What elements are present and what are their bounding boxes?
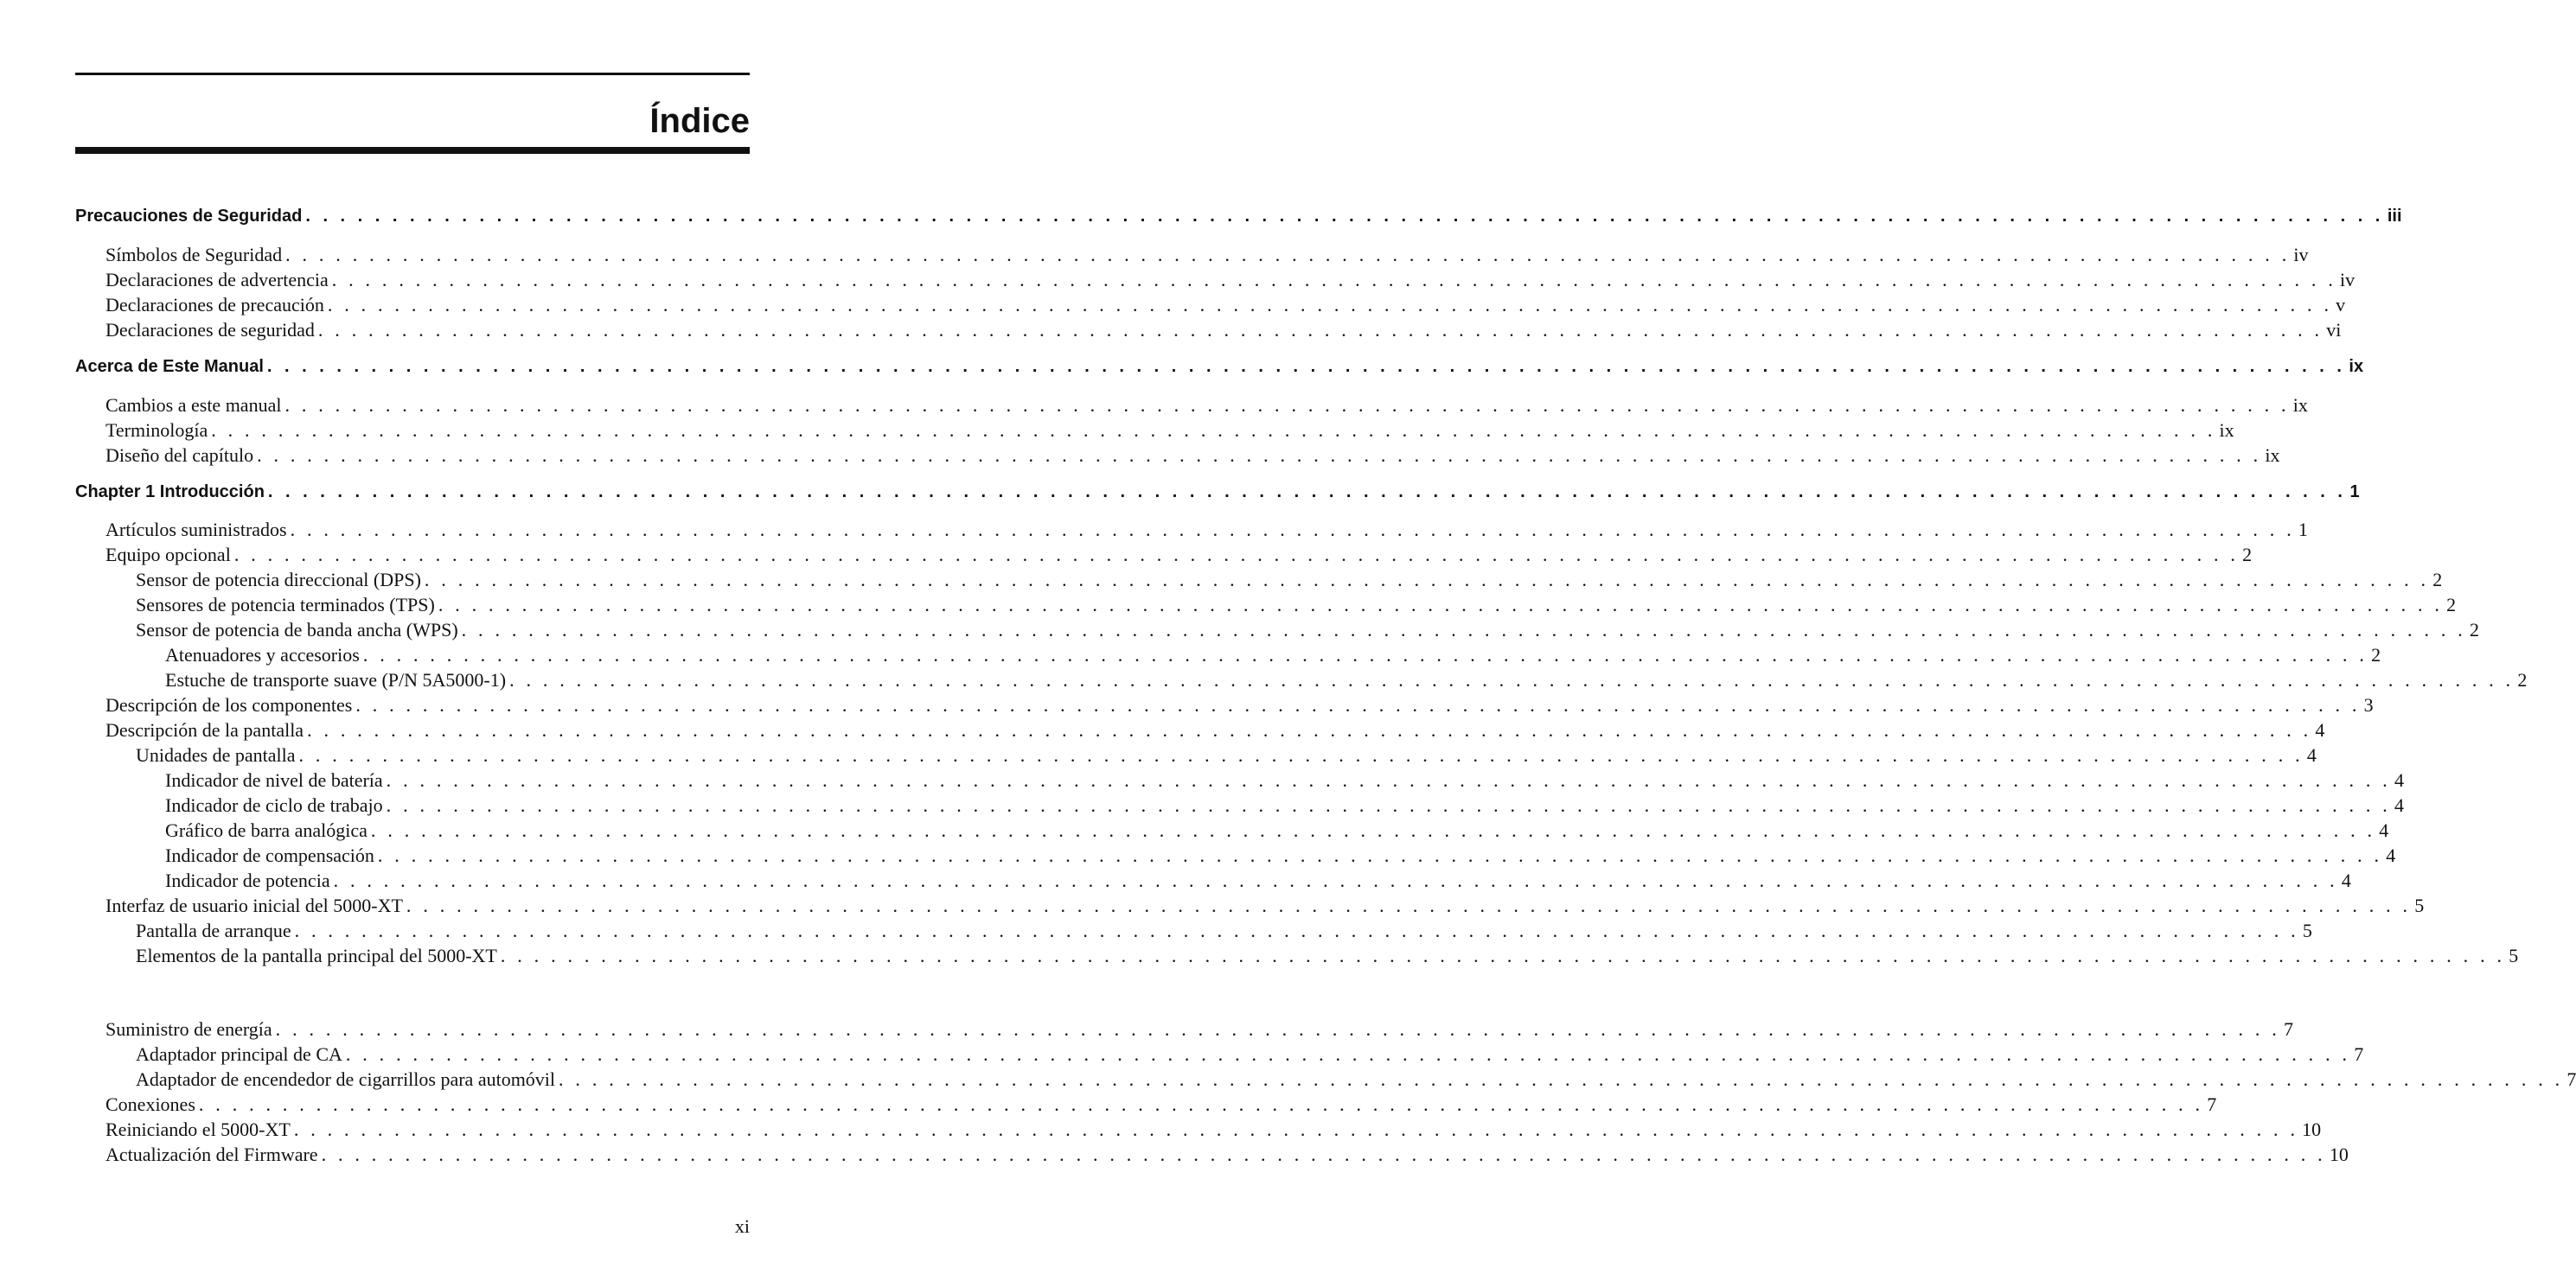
toc-entry-label: Suministro de energía: [105, 1018, 272, 1040]
toc-entry-page: 3: [2363, 694, 2374, 716]
toc-entry-label: Sensor de potencia de banda ancha (WPS): [136, 619, 458, 641]
dot-leader: . . . . . . . . . . . . . . . . . . . . . . . . . . . . . . . . . . . . . . . . . . . . . . . . . . . . . . . . . . . . . . . . . . . . . . . . . . . . . . . . . . . . . . . . . . . . . . . . . . . . . . . . . . . . . . . . . . . . . . . .: [377, 845, 2383, 866]
toc-entry[interactable]: [75, 567, 2443, 592]
toc-entry-page: 4: [2394, 769, 2404, 791]
dot-leader: . . . . . . . . . . . . . . . . . . . . . . . . . . . . . . . . . . . . . . . . . . . . . . . . . . . . . . . . . . . . . . . . . . . . . . . . . . . . . . . . . . . . . . . . . . . . . . . . . . . . . . . . . . . . . . . . . . . . . . . .: [233, 544, 2240, 565]
toc-entry[interactable]: [75, 1017, 2293, 1042]
toc-entry-page: 7: [2354, 1043, 2364, 1065]
toc-entry-page: 7: [2283, 1018, 2293, 1040]
toc-entry-label: Indicador de compensación: [165, 845, 374, 866]
toc-entry-label: Chapter 1 Introducción: [75, 482, 265, 501]
toc-entry[interactable]: [75, 642, 2381, 667]
dot-leader: . . . . . . . . . . . . . . . . . . . . . . . . . . . . . . . . . . . . . . . . . . . . . . . . . . . . . . . . . . . . . . . . . . . . . . . . . . . . . . . . . . . . . . . . . . . . . . . . . . . . . . . . . . . . . . . . . . . . . . . .: [198, 1093, 2204, 1115]
toc-entry[interactable]: [75, 517, 2308, 542]
toc-entry-label: Interfaz de usuario inicial del 5000-XT: [105, 895, 403, 916]
toc-entry-label: Estuche de transporte suave (P/N 5A5000-1): [165, 669, 507, 691]
dot-leader: . . . . . . . . . . . . . . . . . . . . . . . . . . . . . . . . . . . . . . . . . . . . . . . . . . . . . . . . . . . . . . . . . . . . . . . . . . . . . . . . . . . . . . . . . . . . . . . . . . . . . . . . . . . . . . . . . . . . . . . .: [266, 357, 2346, 376]
dot-leader: . . . . . . . . . . . . . . . . . . . . . . . . . . . . . . . . . . . . . . . . . . . . . . . . . . . . . . . . . . . . . . . . . . . . . . . . . . . . . . . . . . . . . . . . . . . . . . . . . . . . . . . . . . . . . . . . . . . . . . . .: [305, 207, 2384, 226]
toc-entry-label: Adaptador principal de CA: [136, 1043, 342, 1065]
toc-entry-label: Conexiones: [105, 1093, 195, 1115]
toc-entry[interactable]: [75, 843, 2396, 868]
toc-entry-label: Diseño del capítulo: [105, 444, 254, 466]
toc-entry-page: ix: [2349, 357, 2364, 376]
toc-entry-page: ix: [2265, 444, 2280, 466]
top-rule: [75, 73, 750, 75]
toc-entry[interactable]: [75, 317, 2342, 342]
toc-entry-label: Símbolos de Seguridad: [105, 244, 283, 265]
toc-entry-label: Actualización del Firmware: [105, 1144, 318, 1165]
toc-section-heading[interactable]: [75, 480, 2360, 505]
dot-leader: . . . . . . . . . . . . . . . . . . . . . . . . . . . . . . . . . . . . . . . . . . . . . . . . . . . . . . . . . . . . . . . . . . . . . . . . . . . . . . . . . . . . . . . . . . . . . . . . . . . . . . . . . . . . . . . . . . . . . . . .: [424, 569, 2430, 590]
toc-entry-page: 10: [2329, 1144, 2349, 1165]
toc-entry-label: Descripción de los componentes: [105, 694, 353, 716]
dot-leader: . . . . . . . . . . . . . . . . . . . . . . . . . . . . . . . . . . . . . . . . . . . . . . . . . . . . . . . . . . . . . . . . . . . . . . . . . . . . . . . . . . . . . . . . . . . . . . . . . . . . . . . . . . . . . . . . . . . . . . . .: [355, 694, 2361, 716]
dot-leader: . . . . . . . . . . . . . . . . . . . . . . . . . . . . . . . . . . . . . . . . . . . . . . . . . . . . . . . . . . . . . . . . . . . . . . . . . . . . . . . . . . . . . . . . . . . . . . . . . . . . . . . . . . . . . . . . . . . . . . . .: [294, 920, 2299, 941]
toc-entry-page: iv: [2340, 269, 2355, 290]
toc-entry-page: iv: [2293, 244, 2309, 265]
toc-entry[interactable]: [75, 793, 2404, 818]
toc-entry[interactable]: [75, 292, 2346, 317]
toc-entry-label: Declaraciones de advertencia: [105, 269, 329, 290]
dot-leader: . . . . . . . . . . . . . . . . . . . . . . . . . . . . . . . . . . . . . . . . . . . . . . . . . . . . . . . . . . . . . . . . . . . . . . . . . . . . . . . . . . . . . . . . . . . . . . . . . . . . . . . . . . . . . . . . . . . . . . . .: [438, 594, 2444, 615]
toc-entry-page: 2: [2517, 669, 2528, 691]
title-rule: [75, 147, 750, 154]
toc-entry[interactable]: [75, 1142, 2349, 1167]
toc-entry-page: 10: [2302, 1119, 2322, 1140]
toc-entry-page: v: [2336, 294, 2346, 316]
toc-entry-label: Adaptador de encendedor de cigarrillos para automóvil: [136, 1068, 556, 1090]
toc-entry-label: Cambios a este manual: [105, 394, 282, 416]
toc-entry-page: 4: [2394, 794, 2404, 816]
toc-entry-label: Declaraciones de precaución: [105, 294, 324, 316]
toc-entry-page: 7: [2207, 1093, 2217, 1115]
toc-entry-page: iii: [2387, 207, 2402, 226]
toc-entry[interactable]: [75, 1117, 2322, 1142]
toc-entry[interactable]: [75, 392, 2308, 418]
toc-entry-label: Indicador de nivel de batería: [165, 769, 383, 791]
toc-entry-label: Artículos suministrados: [105, 519, 287, 540]
toc-section-heading[interactable]: [75, 354, 2364, 379]
toc-entry-page: 4: [2315, 719, 2325, 741]
toc-entry-page: 2: [2242, 544, 2253, 565]
toc-entry[interactable]: [75, 617, 2479, 642]
toc-section-heading[interactable]: [75, 204, 2402, 229]
dot-leader: . . . . . . . . . . . . . . . . . . . . . . . . . . . . . . . . . . . . . . . . . . . . . . . . . . . . . . . . . . . . . . . . . . . . . . . . . . . . . . . . . . . . . . . . . . . . . . . . . . . . . . . . . . . . . . . . . . . . . . . .: [267, 482, 2347, 501]
dot-leader: . . . . . . . . . . . . . . . . . . . . . . . . . . . . . . . . . . . . . . . . . . . . . . . . . . . . . . . . . . . . . . . . . . . . . . . . . . . . . . . . . . . . . . . . . . . . . . . . . . . . . . . . . . . . . . . . . . . . . . . .: [284, 394, 2290, 416]
toc-entry-label: Indicador de ciclo de trabajo: [165, 794, 383, 816]
toc-entry[interactable]: [75, 443, 2280, 468]
dot-leader: . . . . . . . . . . . . . . . . . . . . . . . . . . . . . . . . . . . . . . . . . . . . . . . . . . . . . . . . . . . . . . . . . . . . . . . . . . . . . . . . . . . . . . . . . . . . . . . . . . . . . . . . . . . . . . . . . . . . . . . .: [362, 644, 2368, 666]
toc-entry[interactable]: [75, 818, 2389, 843]
toc-entry-page: vi: [2326, 319, 2342, 341]
dot-leader: . . . . . . . . . . . . . . . . . . . . . . . . . . . . . . . . . . . . . . . . . . . . . . . . . . . . . . . . . . . . . . . . . . . . . . . . . . . . . . . . . . . . . . . . . . . . . . . . . . . . . . . . . . . . . . . . . . . . . . . .: [509, 669, 2515, 691]
dot-leader: . . . . . . . . . . . . . . . . . . . . . . . . . . . . . . . . . . . . . . . . . . . . . . . . . . . . . . . . . . . . . . . . . . . . . . . . . . . . . . . . . . . . . . . . . . . . . . . . . . . . . . . . . . . . . . . . . . . . . . . .: [345, 1043, 2351, 1065]
dot-leader: . . . . . . . . . . . . . . . . . . . . . . . . . . . . . . . . . . . . . . . . . . . . . . . . . . . . . . . . . . . . . . . . . . . . . . . . . . . . . . . . . . . . . . . . . . . . . . . . . . . . . . . . . . . . . . . . . . . . . . . .: [290, 519, 2295, 540]
toc-entry[interactable]: [75, 692, 2374, 717]
dot-leader: . . . . . . . . . . . . . . . . . . . . . . . . . . . . . . . . . . . . . . . . . . . . . . . . . . . . . . . . . . . . . . . . . . . . . . . . . . . . . . . . . . . . . . . . . . . . . . . . . . . . . . . . . . . . . . . . . . . . . . . .: [461, 619, 2466, 641]
dot-leader: . . . . . . . . . . . . . . . . . . . . . . . . . . . . . . . . . . . . . . . . . . . . . . . . . . . . . . . . . . . . . . . . . . . . . . . . . . . . . . . . . . . . . . . . . . . . . . . . . . . . . . . . . . . . . . . . . . . . . . . .: [386, 794, 2391, 816]
toc-entry-page: 4: [2341, 870, 2351, 891]
toc-entry[interactable]: [75, 868, 2351, 893]
toc-entry-label: Pantalla de arranque: [136, 920, 291, 941]
toc-entry-label: Equipo opcional: [105, 544, 231, 565]
toc-entry-label: Atenuadores y accesorios: [165, 644, 360, 666]
toc-entry-page: 4: [2386, 845, 2396, 866]
dot-leader: . . . . . . . . . . . . . . . . . . . . . . . . . . . . . . . . . . . . . . . . . . . . . . . . . . . . . . . . . . . . . . . . . . . . . . . . . . . . . . . . . . . . . . . . . . . . . . . . . . . . . . . . . . . . . . . . . . . . . . . .: [370, 819, 2376, 841]
toc-entry-label: Elementos de la pantalla principal del 5000-XT: [136, 945, 497, 966]
dot-leader: . . . . . . . . . . . . . . . . . . . . . . . . . . . . . . . . . . . . . . . . . . . . . . . . . . . . . . . . . . . . . . . . . . . . . . . . . . . . . . . . . . . . . . . . . . . . . . . . . . . . . . . . . . . . . . . . . . . . . . . .: [500, 945, 2506, 966]
toc-entry-label: Descripción de la pantalla: [105, 719, 304, 741]
toc-entry-page: 2: [2469, 619, 2479, 641]
toc-entry-label: Terminología: [105, 419, 208, 441]
toc-entry-page: 4: [2379, 819, 2389, 841]
toc-entry[interactable]: [75, 418, 2234, 443]
dot-leader: . . . . . . . . . . . . . . . . . . . . . . . . . . . . . . . . . . . . . . . . . . . . . . . . . . . . . . . . . . . . . . . . . . . . . . . . . . . . . . . . . . . . . . . . . . . . . . . . . . . . . . . . . . . . . . . . . . . . . . . .: [275, 1018, 2280, 1040]
toc-entry[interactable]: [75, 768, 2404, 793]
toc-entry-page: 2: [2432, 569, 2443, 590]
dot-leader: . . . . . . . . . . . . . . . . . . . . . . . . . . . . . . . . . . . . . . . . . . . . . . . . . . . . . . . . . . . . . . . . . . . . . . . . . . . . . . . . . . . . . . . . . . . . . . . . . . . . . . . . . . . . . . . . . . . . . . . .: [257, 444, 2262, 466]
page-title: Índice: [649, 102, 750, 140]
toc-entry-page: ix: [2219, 419, 2234, 441]
dot-leader: . . . . . . . . . . . . . . . . . . . . . . . . . . . . . . . . . . . . . . . . . . . . . . . . . . . . . . . . . . . . . . . . . . . . . . . . . . . . . . . . . . . . . . . . . . . . . . . . . . . . . . . . . . . . . . . . . . . . . . . .: [559, 1068, 2564, 1090]
toc-entry-page: 1: [2298, 519, 2308, 540]
dot-leader: . . . . . . . . . . . . . . . . . . . . . . . . . . . . . . . . . . . . . . . . . . . . . . . . . . . . . . . . . . . . . . . . . . . . . . . . . . . . . . . . . . . . . . . . . . . . . . . . . . . . . . . . . . . . . . . . . . . . . . . .: [317, 319, 2324, 341]
toc-entry[interactable]: [75, 1092, 2217, 1117]
dot-leader: . . . . . . . . . . . . . . . . . . . . . . . . . . . . . . . . . . . . . . . . . . . . . . . . . . . . . . . . . . . . . . . . . . . . . . . . . . . . . . . . . . . . . . . . . . . . . . . . . . . . . . . . . . . . . . . . . . . . . . . .: [298, 744, 2304, 766]
toc-entry-label: Precauciones de Seguridad: [75, 207, 303, 226]
toc-entry[interactable]: [75, 943, 2519, 968]
toc-entry-page: 5: [2302, 920, 2312, 941]
dot-leader: . . . . . . . . . . . . . . . . . . . . . . . . . . . . . . . . . . . . . . . . . . . . . . . . . . . . . . . . . . . . . . . . . . . . . . . . . . . . . . . . . . . . . . . . . . . . . . . . . . . . . . . . . . . . . . . . . . . . . . . .: [327, 294, 2333, 316]
dot-leader: . . . . . . . . . . . . . . . . . . . . . . . . . . . . . . . . . . . . . . . . . . . . . . . . . . . . . . . . . . . . . . . . . . . . . . . . . . . . . . . . . . . . . . . . . . . . . . . . . . . . . . . . . . . . . . . . . . . . . . . .: [321, 1144, 2326, 1165]
toc-entry-label: Indicador de potencia: [165, 870, 330, 891]
toc-entry[interactable]: [75, 542, 2253, 567]
toc-entry[interactable]: [75, 743, 2317, 768]
toc-entry[interactable]: [75, 893, 2425, 918]
dot-leader: . . . . . . . . . . . . . . . . . . . . . . . . . . . . . . . . . . . . . . . . . . . . . . . . . . . . . . . . . . . . . . . . . . . . . . . . . . . . . . . . . . . . . . . . . . . . . . . . . . . . . . . . . . . . . . . . . . . . . . . .: [386, 769, 2391, 791]
dot-leader: . . . . . . . . . . . . . . . . . . . . . . . . . . . . . . . . . . . . . . . . . . . . . . . . . . . . . . . . . . . . . . . . . . . . . . . . . . . . . . . . . . . . . . . . . . . . . . . . . . . . . . . . . . . . . . . . . . . . . . . .: [406, 895, 2412, 916]
dot-leader: . . . . . . . . . . . . . . . . . . . . . . . . . . . . . . . . . . . . . . . . . . . . . . . . . . . . . . . . . . . . . . . . . . . . . . . . . . . . . . . . . . . . . . . . . . . . . . . . . . . . . . . . . . . . . . . . . . . . . . . .: [285, 244, 2291, 265]
toc-entry-page: 7: [2566, 1068, 2576, 1090]
toc-entry-label: Sensores de potencia terminados (TPS): [136, 594, 435, 615]
toc-entry-page: 1: [2349, 482, 2360, 501]
dot-leader: . . . . . . . . . . . . . . . . . . . . . . . . . . . . . . . . . . . . . . . . . . . . . . . . . . . . . . . . . . . . . . . . . . . . . . . . . . . . . . . . . . . . . . . . . . . . . . . . . . . . . . . . . . . . . . . . . . . . . . . .: [333, 870, 2338, 891]
toc-entry[interactable]: [75, 717, 2325, 743]
toc-entry[interactable]: [75, 1042, 2364, 1067]
toc-entry-label: Reiniciando el 5000-XT: [105, 1119, 291, 1140]
toc-entry[interactable]: [75, 667, 2528, 692]
toc-entry-label: Gráfico de barra analógica: [165, 819, 368, 841]
toc-entry-label: Acerca de Este Manual: [75, 357, 264, 376]
toc-entry-page: 2: [2446, 594, 2457, 615]
toc-entry[interactable]: [75, 918, 2312, 943]
dot-leader: . . . . . . . . . . . . . . . . . . . . . . . . . . . . . . . . . . . . . . . . . . . . . . . . . . . . . . . . . . . . . . . . . . . . . . . . . . . . . . . . . . . . . . . . . . . . . . . . . . . . . . . . . . . . . . . . . . . . . . . .: [331, 269, 2337, 290]
toc-entry[interactable]: [75, 242, 2309, 267]
toc-entry[interactable]: [75, 592, 2457, 617]
dot-leader: . . . . . . . . . . . . . . . . . . . . . . . . . . . . . . . . . . . . . . . . . . . . . . . . . . . . . . . . . . . . . . . . . . . . . . . . . . . . . . . . . . . . . . . . . . . . . . . . . . . . . . . . . . . . . . . . . . . . . . . .: [211, 419, 2216, 441]
toc-entry-label: Declaraciones de seguridad: [105, 319, 315, 341]
toc-entry-page: 2: [2371, 644, 2381, 666]
dot-leader: . . . . . . . . . . . . . . . . . . . . . . . . . . . . . . . . . . . . . . . . . . . . . . . . . . . . . . . . . . . . . . . . . . . . . . . . . . . . . . . . . . . . . . . . . . . . . . . . . . . . . . . . . . . . . . . . . . . . . . . .: [307, 719, 2312, 741]
toc-entry-label: Unidades de pantalla: [136, 744, 296, 766]
toc-entry-page: 5: [2509, 945, 2519, 966]
toc-entry[interactable]: [75, 1067, 2576, 1092]
page-number: xi: [734, 1215, 750, 1237]
toc-entry-page: 5: [2414, 895, 2425, 916]
toc-entry-page: ix: [2292, 394, 2308, 416]
toc-entry-label: Sensor de potencia direccional (DPS): [136, 569, 421, 590]
toc-entry[interactable]: [75, 267, 2355, 292]
dot-leader: . . . . . . . . . . . . . . . . . . . . . . . . . . . . . . . . . . . . . . . . . . . . . . . . . . . . . . . . . . . . . . . . . . . . . . . . . . . . . . . . . . . . . . . . . . . . . . . . . . . . . . . . . . . . . . . . . . . . . . . .: [293, 1119, 2299, 1140]
toc-entry-page: 4: [2306, 744, 2317, 766]
